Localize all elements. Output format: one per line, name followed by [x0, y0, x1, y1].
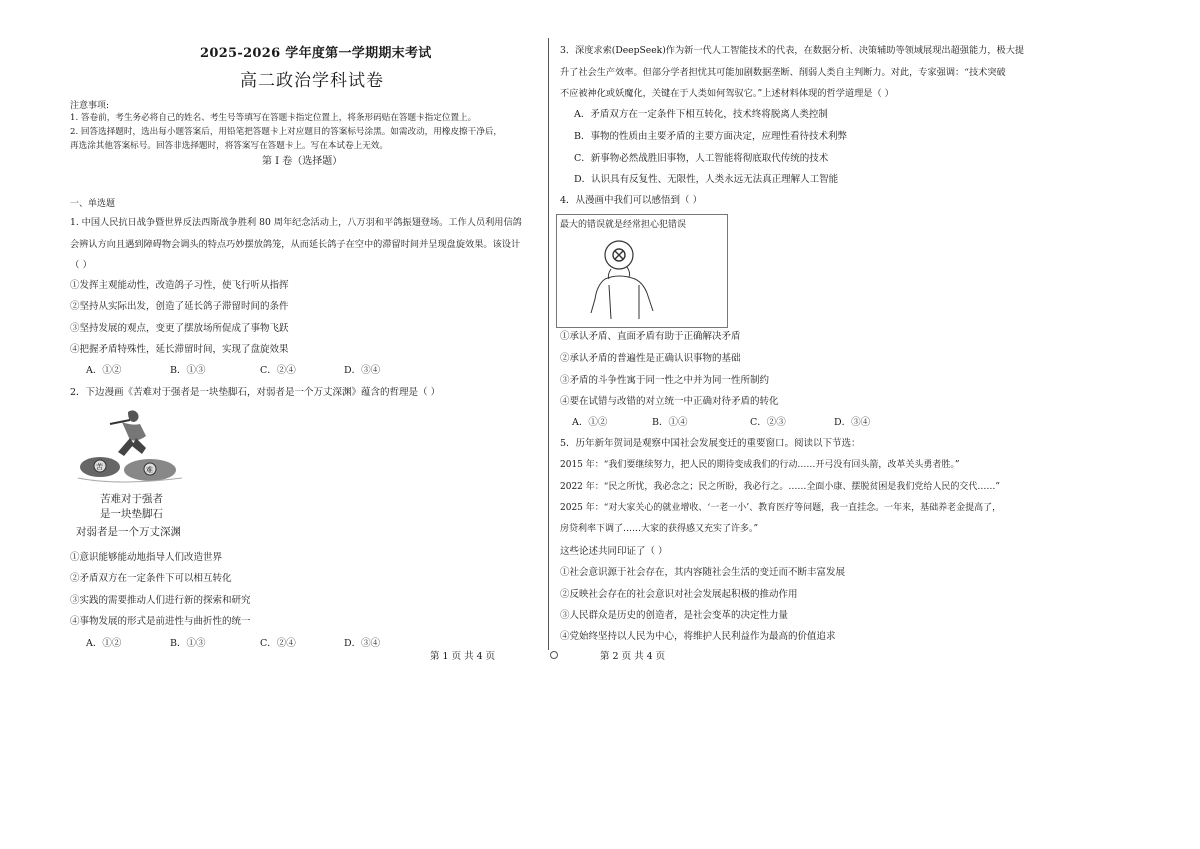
- q4-statement-2: ②承认矛盾的普遍性是正确认识事物的基础: [560, 353, 741, 364]
- q4-cartoon: [556, 214, 728, 328]
- q2-cartoon-line2: 是一块垫脚石: [100, 508, 163, 520]
- q4-statement-4: ④要在试错与改错的对立统一中正确对待矛盾的转化: [560, 396, 779, 407]
- q5-statement-3: ③人民群众是历史的创造者，是社会变革的决定性力量: [560, 610, 789, 621]
- q1-option-b[interactable]: B．①③: [170, 365, 206, 376]
- q5-quote-2025-line2: 房贷利率下调了……大家的获得感又充实了许多。”: [560, 524, 759, 534]
- q2-stem: 2．下边漫画《苦难对于强者是一块垫脚石，对弱者是一个万丈深渊》蕴含的哲理是（ ）: [70, 387, 441, 398]
- q5-quote-2025-line1: 2025 年：“对大家关心的就业增收、‘一老一小’、教育医疗等问题，我一直挂念。一年来，基础养老金提高了，: [560, 503, 1002, 513]
- q2-statement-1: ①意识能够能动地指导人们改造世界: [70, 552, 223, 563]
- q4-cartoon-caption: 最大的错误就是经常担心犯错误: [560, 220, 687, 230]
- q2-cartoon: [70, 404, 190, 542]
- subject-title: 高二政治学科试卷: [240, 71, 384, 91]
- q5-stem: 5．历年新年贺词是观察中国社会发展变迁的重要窗口。阅读以下节选：: [560, 438, 861, 449]
- q2-cartoon-line3: 对弱者是一个万丈深渊: [76, 526, 181, 538]
- notice-heading: 注意事项:: [70, 101, 110, 111]
- q4-option-c[interactable]: C．②③: [750, 417, 786, 428]
- binding-hole: [550, 651, 558, 659]
- q5-ask: 这些论述共同印证了（ ）: [560, 546, 668, 557]
- q2-option-c[interactable]: C．②④: [260, 638, 296, 649]
- q4-option-a[interactable]: A．①②: [572, 417, 608, 428]
- section-part1: 第 I 卷（选择题）: [262, 156, 343, 167]
- footer-left: 第 1 页 共 4 页: [430, 651, 496, 662]
- q4-stem: 4．从漫画中我们可以感悟到（ ）: [560, 195, 703, 206]
- q5-statement-2: ②反映社会存在的社会意识对社会发展起积极的推动作用: [560, 589, 798, 600]
- q1-statement-2: ②坚持从实际出发，创造了延长鸽子滞留时间的条件: [70, 301, 289, 312]
- q5-statement-4: ④党始终坚持以人民为中心，将维护人民利益作为最高的价值追求: [560, 631, 836, 642]
- q3-option-c[interactable]: C．新事物必然战胜旧事物，人工智能将彻底取代传统的技术: [574, 153, 829, 164]
- notice-item-1: 1. 答卷前，考生务必将自己的姓名、考生号等填写在答题卡指定位置上，将条形码贴在答题卡指定位置上。: [70, 113, 477, 123]
- q1-statement-1: ①发挥主观能动性，改造鸽子习性，使飞行听从指挥: [70, 280, 289, 291]
- q4-option-d[interactable]: D．③④: [834, 417, 871, 428]
- q2-option-b[interactable]: B．①③: [170, 638, 206, 649]
- q5-quote-2015: 2015 年：“我们要继续努力，把人民的期待变成我们的行动……开弓没有回头箭，改革关头勇者胜。”: [560, 460, 960, 470]
- q3-stem-line2: 升了社会生产效率。但部分学者担忧其可能加剧数据垄断、削弱人类自主判断力。对此，专家强调：“技术突破: [560, 67, 1006, 78]
- q1-statement-4: ④把握矛盾特殊性，延长滞留时间，实现了盘旋效果: [70, 344, 289, 355]
- q3-option-b[interactable]: B．事物的性质由主要矛盾的主要方面决定，应理性看待技术利弊: [574, 131, 847, 142]
- q1-option-a[interactable]: A．①②: [86, 365, 122, 376]
- q4-option-b[interactable]: B．①④: [652, 417, 688, 428]
- section-type: 一、单选题: [70, 199, 116, 209]
- q2-statement-3: ③实践的需要推动人们进行新的探索和研究: [70, 595, 251, 606]
- q3-stem-line3: 不应被神化或妖魔化，关键在于人类如何驾驭它。”上述材料体现的哲学道理是（ ）: [560, 88, 894, 99]
- notice-item-2a: 2. 回答选择题时，选出每小题答案后，用铅笔把答题卡上对应题目的答案标号涂黑。如需改动，用橡皮擦干净后，: [70, 127, 503, 137]
- q3-option-d[interactable]: D．认识具有反复性、无限性，人类永远无法真正理解人工智能: [574, 174, 839, 185]
- notice-item-2b: 再选涂其他答案标号。回答非选择题时，将答案写在答题卡上。写在本试卷上无效。: [70, 141, 388, 151]
- footer-right: 第 2 页 共 4 页: [600, 651, 666, 662]
- q2-cartoon-drawing: [70, 404, 190, 542]
- q1-option-d[interactable]: D．③④: [344, 365, 381, 376]
- q4-statement-3: ③矛盾的斗争性寓于同一性之中并为同一性所制约: [560, 375, 770, 386]
- q1-stem-line2: 会辨认方向且遇到障碍物会调头的特点巧妙摆放鸽笼，从而延长鸽子在空中的滞留时间并呈现盘旋效果。该设计: [70, 239, 521, 250]
- q4-cartoon-drawing: [557, 233, 727, 327]
- q1-stem-line3: （ ）: [70, 260, 93, 271]
- q2-cartoon-line1: 苦难对于强者: [100, 493, 163, 505]
- q2-stone-right-label: 难: [146, 466, 153, 474]
- exam-title: 2025-2026 学年度第一学期期末考试: [200, 46, 432, 61]
- q2-option-a[interactable]: A．①②: [86, 638, 122, 649]
- q3-option-a[interactable]: A．矛盾双方在一定条件下相互转化，技术终将脱离人类控制: [574, 109, 828, 120]
- q1-stem-line1: 1. 中国人民抗日战争暨世界反法西斯战争胜利 80 周年纪念活动上，八万羽和平鸽振翅登场。工作人员利用信鸽: [70, 217, 522, 228]
- q3-stem-line1: 3．深度求索(DeepSeek)作为新一代人工智能技术的代表，在数据分析、决策辅助等领域展现出超强能力，极大提: [560, 45, 1025, 56]
- q4-statement-1: ①承认矛盾、直面矛盾有助于正确解决矛盾: [560, 331, 741, 342]
- q2-stone-left-label: 苦: [96, 463, 103, 471]
- q2-option-d[interactable]: D．③④: [344, 638, 381, 649]
- q1-statement-3: ③坚持发展的观点，变更了摆放场所促成了事物飞跃: [70, 323, 289, 334]
- q2-statement-4: ④事物发展的形式是前进性与曲折性的统一: [70, 616, 251, 627]
- q1-option-c[interactable]: C．②④: [260, 365, 296, 376]
- q5-statement-1: ①社会意识源于社会存在，其内容随社会生活的变迁而不断丰富发展: [560, 567, 846, 578]
- page-divider: [548, 38, 549, 650]
- q5-quote-2022: 2022 年：“民之所忧，我必念之；民之所盼，我必行之。……全面小康、摆脱贫困是我们党给人民的交代……”: [560, 482, 1000, 492]
- q2-statement-2: ②矛盾双方在一定条件下可以相互转化: [70, 573, 232, 584]
